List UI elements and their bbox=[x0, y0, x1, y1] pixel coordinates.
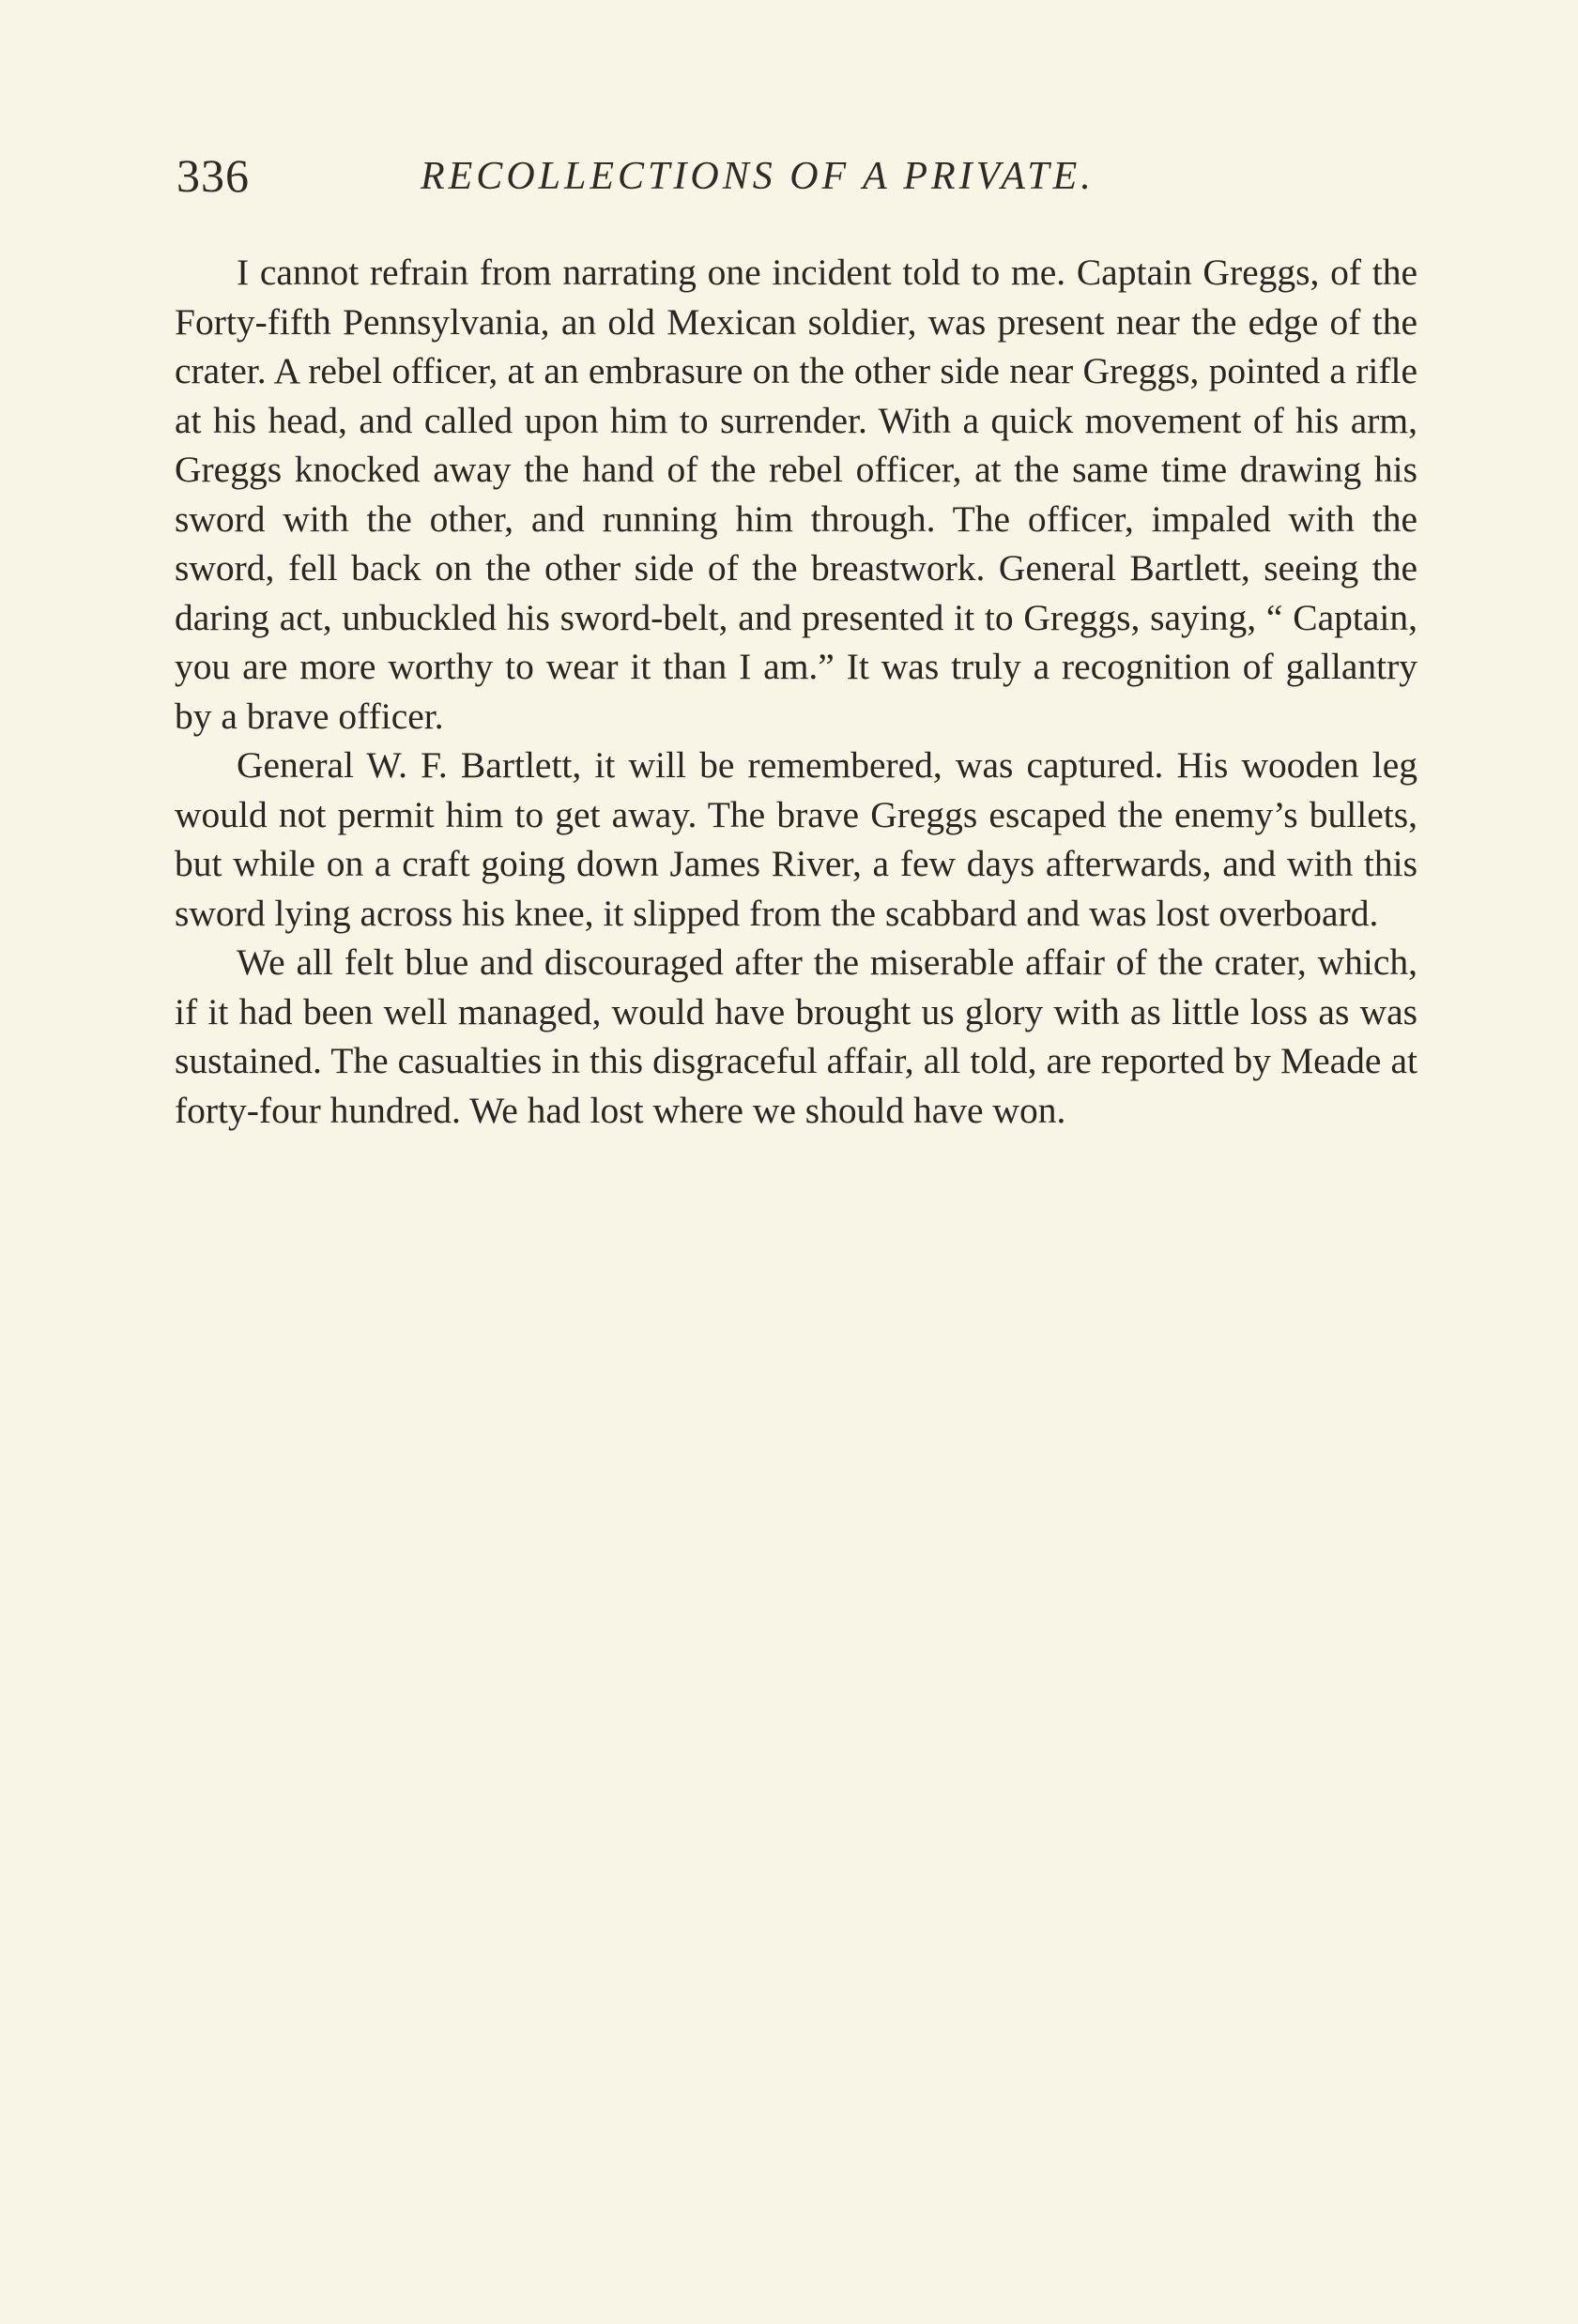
paragraph-crater-aftermath: We all felt blue and discouraged after the miserable affair of the crater, which, if it had been well managed, would have brought us glory with as little loss as was sustained. The casualties in this disgraceful affair, all told, are reported by Meade at forty-four hundred. We had lost where we should have won. bbox=[175, 941, 1417, 1131]
running-title: RECOLLECTIONS OF A PRIVATE. bbox=[421, 155, 1095, 198]
page-number: 336 bbox=[176, 149, 250, 202]
paragraph-greggs-incident: I cannot refrain from narrating one incident told to me. Captain Greggs, of the Forty-fifth Pennsylvania, an old Mexican soldier, was present near the edge of the crater. A rebel officer, at an embrasure on the other side near Greggs, pointed a rifle at his head, and called upon him to surrender. With a quick movement of his arm, Greggs knocked away the hand of the rebel officer, at the same time drawing his sword with the other, and running him through. The officer, impaled with the sword, fell back on the other side of the breastwork. General Bartlett, seeing the daring act, unbuckled his sword-belt, and presented it to Greggs, saying, “ Captain, you are more worthy to wear it than I am.” It was truly a recognition of gallantry by a brave officer. bbox=[175, 252, 1417, 737]
body-text bbox=[175, 248, 1417, 1135]
paragraph-bartlett-captured: General W. F. Bartlett, it will be remembered, was captured. His wooden leg would not permit him to get away. The brave Greggs escaped the enemy’s bullets, but while on a craft going down James River, a few days afterwards, and with this sword lying across his knee, it slipped from the scabbard and was lost overboard. bbox=[175, 744, 1417, 934]
